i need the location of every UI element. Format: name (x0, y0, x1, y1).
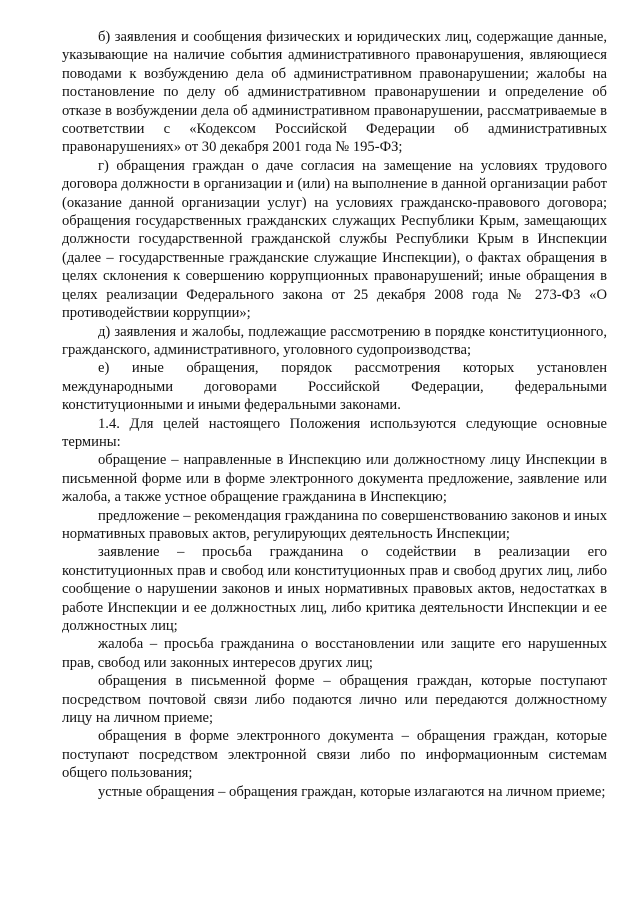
term-electronic-appeals: обращения в форме электронного документа – обращения граждан, которые поступают посредством электронной связи либо по информационным системам общего пользования; (62, 728, 607, 782)
term-obrashchenie: обращение – направленные в Инспекцию или должностному лицу Инспекции в письменной форме или в форме электронного документа предложение, заявление или жалоба, а также устное обращение гражданина в Инспекцию; (62, 452, 607, 506)
paragraph-g: г) обращения граждан о даче согласия на замещение на условиях трудового договора должности в организации и (или) на выполнение в данной организации работ (оказание данной организации услуг) на условиях гражданско-правового договора; обращения государственных гражданских служащих Республики Крым, замещающих должности государственной гражданской службы Республики Крым в Инспекции (далее – государственные гражданские служащие Инспекции), о фактах обращения в целях склонения к совершению коррупционных правонарушений; иные обращения в целях реализации Федерального закона от 25 декабря 2008 года № 273-ФЗ «О противодействии коррупции»; (62, 157, 607, 322)
term-written-appeals: обращения в письменной форме – обращения граждан, которые поступают посредством почтовой связи либо подаются лично или передаются должностному лицу на личном приеме; (62, 673, 607, 727)
paragraph-e: е) иные обращения, порядок рассмотрения которых установлен международными договорами Российской Федерации, федеральными конституционными и иными федеральными законами. (62, 360, 607, 414)
term-zayavlenie: заявление – просьба гражданина о содействии в реализации его конституционных прав и свобод или конституционных прав и свобод других лиц, либо сообщение о нарушении законов и иных нормативных правовых актов, недостатках в работе Инспекции и ее должностных лиц, либо критика деятельности Инспекции и ее должностных лиц; (62, 544, 607, 634)
paragraph-1-4: 1.4. Для целей настоящего Положения используются следующие основные термины: (62, 415, 607, 450)
paragraph-d: д) заявления и жалобы, подлежащие рассмотрению в порядке конституционного, гражданского, административного, уголовного судопроизводства; (62, 323, 607, 358)
paragraph-b: б) заявления и сообщения физических и юридических лиц, содержащие данные, указывающие на наличие события административного правонарушения, являющиеся поводами к возбуждению дела об административном правонарушении; жалобы на постановление по делу об административном правонарушении и определение об отказе в возбуждении дела об административном правонарушении, рассматриваемые в соответствии с «Кодексом Российской Федерации об административных правонарушениях» от 30 декабря 2001 года № 195-ФЗ; (62, 29, 607, 156)
term-oral-appeals: устные обращения – обращения граждан, которые излагаются на личном приеме; (98, 783, 606, 800)
term-predlozhenie: предложение – рекомендация гражданина по совершенствованию законов и иных нормативных правовых актов, регулирующих деятельность Инспекции; (62, 507, 607, 542)
term-zhaloba: жалоба – просьба гражданина о восстановлении или защите его нарушенных прав, свобод или законных интересов других лиц; (62, 636, 607, 671)
